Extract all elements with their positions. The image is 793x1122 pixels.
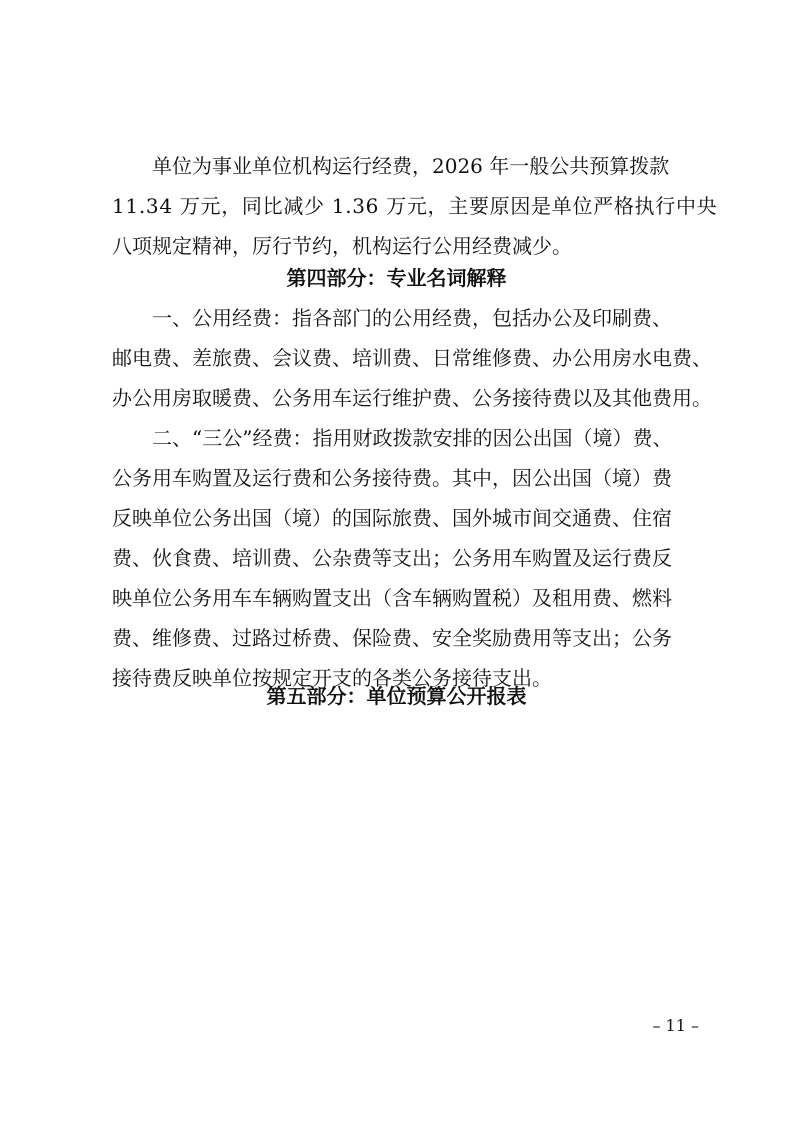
section4-heading: 第四部分：专业名词解释: [286, 266, 507, 290]
paragraph-public-expense-line-1: 一、公用经费：指各部门的公用经费，包括办公及印刷费、: [152, 306, 672, 330]
paragraph-three-public-line-6: 费、维修费、过路过桥费、保险费、安全奖励费用等支出；公务: [112, 626, 672, 650]
paragraph-public-expense-line-2: 邮电费、差旅费、会议费、培训费、日常维修费、办公用房水电费、: [112, 346, 712, 370]
paragraph-funding-line-3: 八项规定精神，厉行节约，机构运行公用经费减少。: [112, 234, 572, 258]
paragraph-three-public-line-1: 二、“三公”经费：指用财政拨款安排的因公出国（境）费、: [152, 426, 673, 450]
page-number: – 11 –: [652, 1016, 699, 1035]
section5-heading: 第五部分：单位预算公开报表: [266, 684, 527, 708]
paragraph-three-public-line-3: 反映单位公务出国（境）的国际旅费、国外城市间交通费、住宿: [112, 506, 672, 530]
paragraph-three-public-line-2: 公务用车购置及运行费和公务接待费。其中，因公出国（境）费: [112, 466, 672, 490]
paragraph-three-public-line-4: 费、伙食费、培训费、公杂费等支出；公务用车购置及运行费反: [112, 546, 672, 570]
paragraph-three-public-line-5: 映单位公务用车车辆购置支出（含车辆购置税）及租用费、燃料: [112, 586, 672, 610]
paragraph-funding-line-2: 11.34 万元，同比减少 1.36 万元，主要原因是单位严格执行中央: [112, 194, 718, 218]
paragraph-three-public-line-7: 接待费反映单位按规定开支的各类公务接待支出。: [112, 666, 552, 690]
paragraph-public-expense-line-3: 办公用房取暖费、公务用车运行维护费、公务接待费以及其他费用。: [112, 386, 712, 410]
paragraph-funding-line-1: 单位为事业单位机构运行经费，2026 年一般公共预算拨款: [152, 154, 670, 178]
